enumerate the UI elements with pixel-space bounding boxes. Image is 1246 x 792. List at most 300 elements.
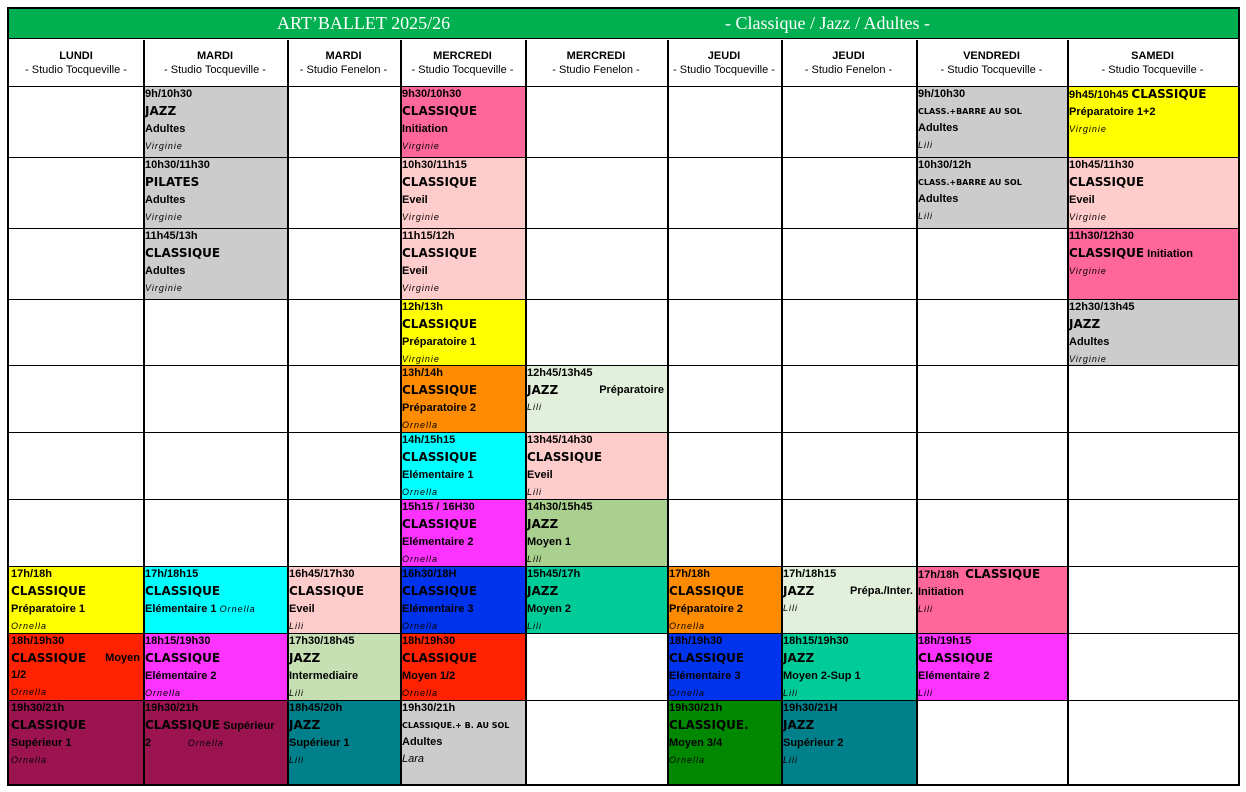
class-time: 18h/19h30 [402,635,456,647]
class-cell [400,157,525,228]
class-course: CLASSIQUE [402,104,478,118]
class-teacher: Lili [918,604,934,614]
cell-line [402,299,525,316]
cell-line [289,650,400,668]
cell-line [1069,316,1238,334]
class-teacher: Virginie [1069,124,1107,134]
class-level: Préparatoire [599,384,664,396]
cell-line [527,432,667,449]
class-course: CLASS.+BARRE AU SOL [918,107,1022,116]
class-teacher: Virginie [1069,266,1107,276]
studio-name: - Studio Tocqueville - [25,64,127,76]
cell-line [145,735,287,752]
class-course: CLASSIQUE [402,651,478,665]
class-time: 11h30/12h30 [1069,230,1134,242]
class-cell [1067,228,1238,299]
cell-line [402,751,525,768]
cell-line [289,618,400,633]
cell-line [669,601,781,618]
class-course: JAZZ [783,718,815,732]
cell-line [402,228,525,245]
cell-line [783,668,916,685]
cell-line [402,157,525,174]
class-level: Eveil [402,194,428,206]
cell-line [783,650,916,668]
class-level: Préparatoire 2 [669,603,743,615]
class-cell [143,86,287,157]
class-cell [143,566,287,633]
class-teacher: Ornella [402,487,439,497]
class-course: CLASSIQUE [11,651,87,665]
cell-line [669,650,781,668]
cell-line [402,86,525,103]
cell-line [669,752,781,769]
class-cell [287,633,400,700]
class-course: CLASSIQUE [145,246,221,260]
cell-line [11,667,143,684]
class-cell [400,299,525,365]
cell-line [145,192,287,209]
studio-name: - Studio Tocqueville - [673,64,775,76]
cell-line [402,668,525,685]
class-teacher: Ornella [402,420,439,430]
cell-line [1069,245,1238,263]
class-course: CLASSIQUE [1069,246,1145,260]
cell-line [918,157,1067,174]
cell-line [402,400,525,417]
class-teacher: Lili [289,688,305,698]
cell-line [402,334,525,351]
cell-line [1069,104,1238,121]
cell-line [289,700,400,717]
class-level: Supérieur 2 [783,737,844,749]
class-course: JAZZ [527,584,559,598]
cell-line [402,280,525,297]
grid-line-v [525,40,527,784]
cell-line [527,516,667,534]
cell-line [527,365,667,382]
class-time: 10h45/11h30 [1069,159,1134,171]
class-time: 19h30/21h [402,702,456,714]
class-time: 13h/14h [402,367,443,379]
cell-line [1069,334,1238,351]
grid-line-h [9,700,1238,701]
class-time: 18h/19h15 [918,635,972,647]
cell-line [402,121,525,138]
class-cell [400,365,525,432]
cell-line [527,618,667,633]
cell-line [145,86,287,103]
class-course: CLASS.+BARRE AU SOL [918,178,1022,187]
class-cell [916,633,1067,700]
day-header [1067,40,1238,86]
day-name: LUNDI [59,50,93,62]
cell-line [402,650,525,668]
grid-line-h [9,38,1238,39]
class-cell [143,228,287,299]
class-level: Elémentaire 1 [145,603,217,615]
cell-line [783,752,916,769]
cell-line [918,103,1067,120]
class-cell [9,633,143,700]
class-teacher: Ornella [145,688,182,698]
cell-line [918,584,1067,601]
cell-line [145,209,287,226]
cell-line [918,174,1067,191]
cell-line [145,633,287,650]
class-time: 17h/18h [11,568,52,580]
cell-line [402,717,525,734]
class-cell [667,566,781,633]
cell-line [289,685,400,700]
class-level: Préparatoire 1 [402,336,476,348]
cell-line [402,601,525,618]
class-level: Initiation [1147,248,1193,260]
class-course: JAZZ [1069,317,1101,331]
class-course: CLASSIQUE [402,383,478,397]
class-time: 19h30/21H [783,702,838,714]
class-level: Initiation [918,586,964,598]
cell-line [918,633,1067,650]
studio-name: - Studio Fenelon - [552,64,640,76]
class-cell [781,566,916,633]
cell-line [1069,86,1238,104]
class-course: CLASSIQUE.+ B. AU SOL [402,721,510,730]
cell-line [527,534,667,551]
cell-line [918,120,1067,137]
class-time: 18h45/20h [289,702,343,714]
grid-line-h [9,432,1238,433]
day-name: JEUDI [707,50,741,62]
cell-line [783,735,916,752]
grid-line-h [9,566,1238,567]
class-time: 10h30/11h30 [145,159,210,171]
title-bar [9,9,1238,38]
cell-line [145,121,287,138]
cell-line [783,600,916,617]
class-time: 17h/18h15 [783,568,837,580]
cell-line [918,566,1067,584]
class-time: 17h/18h [669,568,710,580]
cell-line [402,516,525,534]
cell-line [783,583,916,600]
class-teacher: Ornella [219,604,256,614]
class-level: Adultes [1069,336,1110,348]
class-cell [1067,86,1238,157]
class-level: Elémentaire 1 [402,469,474,481]
class-course: CLASSIQUE [1131,87,1207,101]
class-teacher: Ornella [669,688,706,698]
class-cell [781,700,916,784]
cell-line [669,633,781,650]
class-level: Initiation [402,123,448,135]
cell-line [11,618,143,633]
cell-line [402,618,525,633]
class-cell [143,157,287,228]
class-level: Préparatoire 1 [11,603,85,615]
cell-line [527,467,667,484]
class-time: 17h30/18h45 [289,635,355,647]
schedule-title: ART’BALLET 2025/26 [277,13,451,33]
day-header [9,40,143,86]
class-cell [287,566,400,633]
cell-line [11,650,143,667]
cell-line [145,263,287,280]
class-course: CLASSIQUE [145,584,221,598]
cell-line [527,484,667,499]
grid-line-h [9,365,1238,366]
class-level: Moyen 2 [527,603,572,615]
class-course: CLASSIQUE [289,584,365,598]
class-teacher: Ornella [402,688,439,698]
class-teacher: Lili [918,140,934,150]
cell-line [289,633,400,650]
class-time: 18h/19h30 [669,635,723,647]
class-level: Intermediaire [289,670,359,682]
class-course: JAZZ [145,104,177,118]
class-teacher: Virginie [145,212,183,222]
studio-name: - Studio Fenelon - [804,64,893,76]
class-teacher: Virginie [1069,212,1107,222]
cell-line [1069,157,1238,174]
cell-line [402,734,525,751]
class-level: Préparatoire 2 [402,402,476,414]
cell-line [402,192,525,209]
class-time: 14h/15h15 [402,434,456,446]
class-course: CLASSIQUE [402,450,478,464]
cell-line [402,382,525,400]
cell-line [402,365,525,382]
class-level-cont: 1/2 [11,669,27,681]
grid-line-h [9,86,1238,87]
class-cell [400,228,525,299]
cell-line [783,717,916,735]
cell-line [402,432,525,449]
class-cell [916,86,1067,157]
day-header [143,40,287,86]
class-level: Supérieur 1 [289,737,350,749]
class-teacher: Lili [783,603,799,613]
cell-line [402,685,525,700]
cell-line [145,685,287,700]
cell-line [402,417,525,432]
schedule-subtitle: - Classique / Jazz / Adultes - [725,13,930,33]
cell-line [145,228,287,245]
class-teacher: Lili [527,621,543,631]
class-course: CLASSIQUE [669,584,745,598]
class-teacher: Lara [402,753,425,765]
class-teacher: Lili [918,211,934,221]
class-cell [525,432,667,499]
cell-line [783,700,916,717]
cell-line [402,566,525,583]
class-course: JAZZ [527,383,559,397]
class-teacher: Virginie [402,212,440,222]
class-time: 19h30/21h [11,702,65,714]
class-level: Supérieur [223,720,275,732]
class-time: 12h30/13h45 [1069,301,1135,313]
class-teacher: Ornella [11,687,48,697]
class-course: CLASSIQUE [669,651,745,665]
class-course: CLASSIQUE [918,651,994,665]
class-level: Adultes [145,265,186,277]
class-time: 9h/10h30 [145,88,193,100]
cell-line [402,174,525,192]
cell-line [527,499,667,516]
day-name: MERCREDI [566,50,626,62]
cell-line [918,191,1067,208]
class-time: 9h30/10h30 [402,88,462,100]
cell-line [145,583,287,601]
day-header [916,40,1067,86]
class-cell [9,566,143,633]
class-cell [1067,299,1238,365]
cell-line [289,566,400,583]
cell-line [527,551,667,566]
day-name: VENDREDI [963,50,1020,62]
class-teacher: Ornella [402,554,439,564]
class-teacher: Virginie [402,283,440,293]
cell-line [669,668,781,685]
cell-line [1069,209,1238,226]
class-level: Eveil [289,603,315,615]
class-teacher: Ornella [187,738,224,748]
cell-line [11,566,143,583]
class-cell [143,633,287,700]
class-teacher: Ornella [669,621,706,631]
class-course: CLASSIQUE [402,175,478,189]
cell-line [402,103,525,121]
grid-line-h [9,157,1238,158]
class-teacher: Virginie [1069,354,1107,364]
cell-line [145,138,287,155]
class-time: 17h/18h15 [145,568,199,580]
grid-line-h [9,299,1238,300]
cell-line [918,208,1067,225]
cell-line [289,601,400,618]
class-level: Adultes [145,123,186,135]
cell-line [11,601,143,618]
class-teacher: Lili [783,688,799,698]
day-name: MARDI [196,50,234,62]
class-course: CLASSIQUE [402,317,478,331]
class-course: JAZZ [289,651,321,665]
grid-line-h [9,228,1238,229]
class-level: Moyen 1 [527,536,572,548]
day-header [525,40,667,86]
cell-line [11,583,143,601]
cell-line [783,633,916,650]
class-time: 12h45/13h45 [527,367,593,379]
class-level: Elémentaire 2 [145,670,217,682]
class-level-cont: 2 [145,737,152,749]
class-level: Moyen 1/2 [402,670,456,682]
studio-name: - Studio Tocqueville - [940,64,1043,76]
cell-line [145,280,287,297]
class-time: 19h30/21h [145,702,199,714]
cell-line [1069,299,1238,316]
cell-line [669,700,781,717]
cell-line [145,700,287,717]
cell-line [402,209,525,226]
class-teacher: Ornella [402,621,439,631]
class-level: Adultes [145,194,186,206]
class-cell [916,157,1067,228]
cell-line [1069,174,1238,192]
cell-line [402,583,525,601]
cell-line [289,717,400,735]
class-time: 16h45/17h30 [289,568,355,580]
cell-line [402,245,525,263]
studio-name: - Studio Tocqueville - [164,64,266,76]
class-level: Supérieur 1 [11,737,72,749]
cell-line [918,137,1067,154]
class-cell [400,700,525,784]
day-header [287,40,400,86]
class-teacher: Lili [289,621,305,631]
class-cell [9,700,143,784]
class-level: Prépa./Inter. [850,585,913,597]
class-teacher: Virginie [402,141,440,151]
class-teacher: Ornella [669,755,706,765]
class-teacher: Virginie [402,354,440,364]
cell-line [918,650,1067,668]
class-level: Elémentaire 2 [402,536,474,548]
class-teacher: Lili [289,755,305,765]
class-cell [400,633,525,700]
class-level: Adultes [918,193,959,205]
grid-line-v [287,40,289,784]
cell-line [145,650,287,668]
class-cell [667,633,781,700]
grid-line-v [1067,40,1069,784]
class-course: JAZZ [289,718,321,732]
cell-line [918,668,1067,685]
class-teacher: Virginie [145,141,183,151]
cell-line [527,566,667,583]
class-level: Eveil [527,469,553,481]
class-level: Elémentaire 2 [918,670,990,682]
class-level: Préparatoire 1+2 [1069,106,1156,118]
cell-line [402,633,525,650]
class-course: CLASSIQUE [145,718,221,732]
studio-name: - Studio Tocqueville - [1101,64,1204,76]
class-time: 14h30/15h45 [527,501,593,513]
class-teacher: Lili [918,688,934,698]
class-level: Adultes [918,122,959,134]
cell-line [145,174,287,192]
class-level: Moyen 3/4 [669,737,723,749]
cell-line [918,86,1067,103]
class-cell [525,566,667,633]
cell-line [11,752,143,769]
cell-line [527,449,667,467]
cell-line [145,566,287,583]
cell-line [669,566,781,583]
class-course: JAZZ [783,584,815,598]
grid-line-v [143,40,145,784]
class-time: 15h45/17h [527,568,581,580]
cell-line [402,138,525,155]
class-course: JAZZ [527,517,559,531]
day-name: MERCREDI [433,50,492,62]
cell-line [669,618,781,633]
class-time: 10h30/11h15 [402,159,467,171]
class-cell [287,700,400,784]
day-header [667,40,781,86]
class-cell [525,499,667,566]
cell-line [669,583,781,601]
